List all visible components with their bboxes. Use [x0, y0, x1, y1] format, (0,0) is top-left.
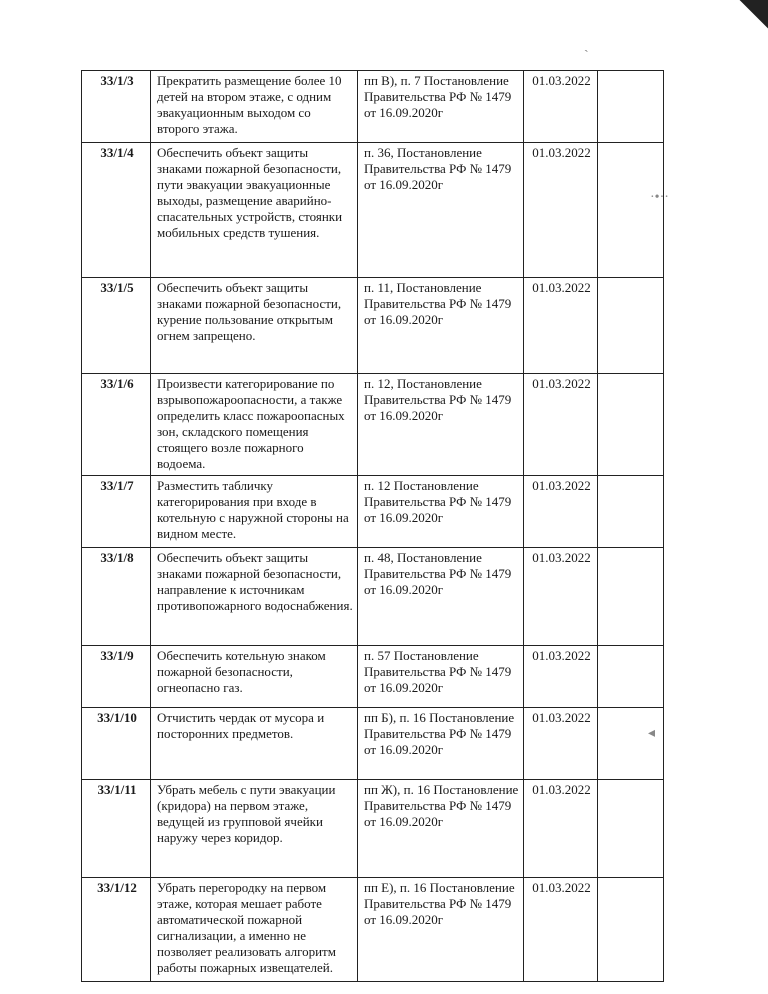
- legal-basis: пп Ж), п. 16 Постановление Правительства РФ № 1479 от 16.09.2020г: [358, 780, 524, 878]
- item-number: 33/1/8: [82, 548, 151, 646]
- item-number: 33/1/10: [82, 708, 151, 780]
- requirement-text: Убрать мебель с пути эвакуации (кридора) на первом этаже, ведущей из групповой ячейки наружу через коридор.: [151, 780, 358, 878]
- deadline-date: 01.03.2022: [524, 476, 598, 548]
- legal-basis: пп Б), п. 16 Постановление Правительства РФ № 1479 от 16.09.2020г: [358, 708, 524, 780]
- note-cell: [598, 278, 664, 374]
- item-number: 33/1/6: [82, 374, 151, 476]
- requirement-text: Отчистить чердак от мусора и посторонних предметов.: [151, 708, 358, 780]
- table-row: [82, 708, 664, 780]
- violations-table: [81, 70, 664, 982]
- deadline-date: 01.03.2022: [524, 548, 598, 646]
- deadline-date: 01.03.2022: [524, 71, 598, 143]
- table-row: [82, 71, 664, 143]
- requirement-text: Прекратить размещение более 10 детей на втором этаже, с одним эвакуационным выходом со второго этажа.: [151, 71, 358, 143]
- legal-basis: п. 48, Постановление Правительства РФ № 1479 от 16.09.2020г: [358, 548, 524, 646]
- legal-basis: п. 12 Постановление Правительства РФ № 1479 от 16.09.2020г: [358, 476, 524, 548]
- requirement-text: Обеспечить объект защиты знаками пожарной безопасности, направление к источникам противопожарного водоснабжения.: [151, 548, 358, 646]
- table-row: [82, 780, 664, 878]
- note-cell: [598, 646, 664, 708]
- table-row: [82, 143, 664, 278]
- legal-basis: п. 36, Постановление Правительства РФ № 1479 от 16.09.2020г: [358, 143, 524, 278]
- deadline-date: 01.03.2022: [524, 278, 598, 374]
- deadline-date: 01.03.2022: [524, 708, 598, 780]
- note-cell: [598, 71, 664, 143]
- scan-speck: ◂: [648, 726, 656, 741]
- requirement-text: Обеспечить объект защиты знаками пожарной безопасности, пути эвакуации эвакуационные выходы, размещение аварийно-спасательных устройств, стоянки мобильных средств тушения.: [151, 143, 358, 278]
- deadline-date: 01.03.2022: [524, 646, 598, 708]
- table-row: [82, 548, 664, 646]
- item-number: 33/1/9: [82, 646, 151, 708]
- deadline-date: 01.03.2022: [524, 374, 598, 476]
- deadline-date: 01.03.2022: [524, 780, 598, 878]
- scan-speck: ˎ: [584, 38, 589, 53]
- legal-basis: пп Е), п. 16 Постановление Правительства РФ № 1479 от 16.09.2020г: [358, 878, 524, 982]
- legal-basis: п. 12, Постановление Правительства РФ № 1479 от 16.09.2020г: [358, 374, 524, 476]
- note-cell: [598, 708, 664, 780]
- note-cell: [598, 476, 664, 548]
- item-number: 33/1/12: [82, 878, 151, 982]
- table-row: [82, 646, 664, 708]
- item-number: 33/1/7: [82, 476, 151, 548]
- item-number: 33/1/4: [82, 143, 151, 278]
- requirement-text: Обеспечить объект защиты знаками пожарной безопасности, курение пользование открытым огнем запрещено.: [151, 278, 358, 374]
- item-number: 33/1/3: [82, 71, 151, 143]
- requirement-text: Убрать перегородку на первом этаже, которая мешает работе автоматической пожарной сигнализации, а именно не позволяет реализовать алгоритм работы пожарных извещателей.: [151, 878, 358, 982]
- requirement-text: Произвести категорирование по взрывопожароопасности, а также определить класс пожароопасных зон, складского помещения стоящего возле пожарного водоема.: [151, 374, 358, 476]
- requirement-text: Обеспечить котельную знаком пожарной безопасности, огнеопасно газ.: [151, 646, 358, 708]
- table-row: [82, 476, 664, 548]
- note-cell: [598, 780, 664, 878]
- scan-corner-shadow: [728, 0, 768, 40]
- note-cell: [598, 878, 664, 982]
- legal-basis: п. 57 Постановление Правительства РФ № 1479 от 16.09.2020г: [358, 646, 524, 708]
- table-row: [82, 878, 664, 982]
- deadline-date: 01.03.2022: [524, 143, 598, 278]
- note-cell: [598, 374, 664, 476]
- note-cell: [598, 143, 664, 278]
- legal-basis: п. 11, Постановление Правительства РФ № 1479 от 16.09.2020г: [358, 278, 524, 374]
- table-row: [82, 278, 664, 374]
- deadline-date: 01.03.2022: [524, 878, 598, 982]
- scan-speck: ·•··: [650, 190, 669, 205]
- requirement-text: Разместить табличку категорирования при входе в котельную с наружной стороны на видном месте.: [151, 476, 358, 548]
- legal-basis: пп В), п. 7 Постановление Правительства РФ № 1479 от 16.09.2020г: [358, 71, 524, 143]
- violations-table-body: [82, 71, 664, 982]
- table-row: [82, 374, 664, 476]
- note-cell: [598, 548, 664, 646]
- item-number: 33/1/11: [82, 780, 151, 878]
- item-number: 33/1/5: [82, 278, 151, 374]
